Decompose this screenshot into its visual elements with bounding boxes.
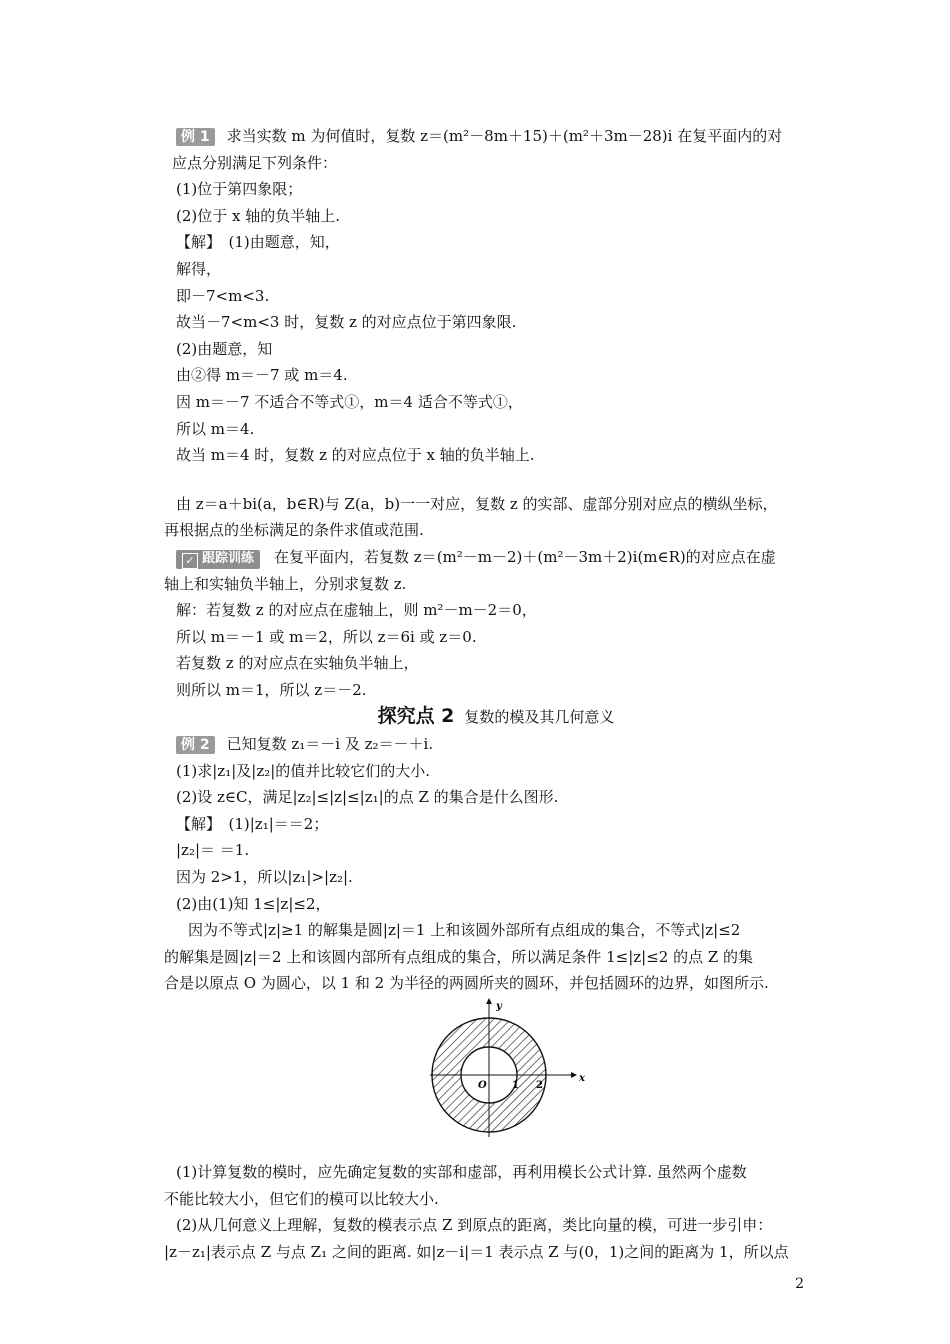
spacer	[176, 1137, 816, 1159]
example2-statement: 例 2 已知复数 z₁＝－i 及 z₂＝－＋i.	[176, 731, 816, 758]
page-number: 2	[795, 1276, 804, 1292]
section-title: 探究点 2	[377, 705, 455, 728]
section-heading	[176, 703, 816, 731]
method-note-1-cont: 再根据点的坐标满足的条件求值或范围.	[164, 521, 424, 540]
followup-badge: ✓ 跟踪训练	[176, 550, 260, 569]
method-note-2: (1)计算复数的模时，应先确定复数的实部和虚部，再利用模长公式计算. 虽然两个虚数	[176, 1163, 747, 1181]
check-icon: ✓	[182, 553, 198, 569]
followup-solution-line: 解：若复数 z 的对应点在虚轴上，则 m²－m－2＝0，	[176, 601, 537, 620]
example1-solution-line: 由②得 m＝－7 或 m＝4.	[176, 366, 348, 385]
page-content	[164, 123, 816, 1265]
origin-label: O	[478, 1080, 487, 1091]
example2-solution-line: 因为 2>1，所以|z₁|>|z₂|.	[176, 868, 353, 887]
example1-condition-1: (1)位于第四象限；	[176, 180, 303, 199]
tick-label-1: 1	[512, 1080, 519, 1091]
example2-paragraph: 合是以原点 O 为圆心，以 1 和 2 为半径的两圆所夹的圆环，并包括圆环的边界，如图所示.	[164, 974, 769, 993]
example1-solution-line: (2)由题意，知	[176, 339, 273, 358]
example2-paragraph: 的解集是圆|z|＝2 上和该圆内部所有点组成的集合，所以满足条件 1≤|z|≤2 的点 Z 的集	[164, 947, 754, 966]
example1-statement-cont: 应点分别满足下列条件：	[172, 153, 338, 172]
example2-paragraph: 因为不等式|z|≥1 的解集是圆|z|＝1 上和该圆外部所有点组成的集合，不等式|z|≤2	[188, 921, 741, 940]
followup-statement: ✓ 跟踪训练 在复平面内，若复数 z＝(m²－m－2)＋(m²－3m＋2)i(m∈R)的对应点在虚	[176, 544, 816, 571]
example2-solution-line: |z₂|＝ ＝1.	[176, 841, 250, 860]
example1-solution-line: 所以 m＝4.	[176, 419, 255, 438]
y-axis-label: y	[496, 1001, 502, 1012]
example2-badge: 例 2	[176, 736, 215, 754]
example1-solution-line: 故当 m＝4 时，复数 z 的对应点位于 x 轴的负半轴上.	[176, 446, 535, 465]
example1-solution-line: 因 m＝－7 不适合不等式①，m＝4 适合不等式①，	[176, 392, 523, 411]
spacer	[176, 469, 816, 491]
example2-question-2: (2)设 z∈C，满足|z₂|≤|z|≤|z₁|的点 Z 的集合是什么图形.	[176, 788, 559, 807]
example1-solution-line: 故当－7<m<3 时，复数 z 的对应点位于第四象限.	[176, 313, 517, 332]
example1-condition-2: (2)位于 x 轴的负半轴上.	[176, 206, 341, 225]
followup-statement-cont: 轴上和实轴负半轴上，分别求复数 z.	[164, 574, 407, 593]
annulus-diagram	[176, 997, 816, 1137]
followup-solution-line: 所以 m＝－1 或 m＝2，所以 z＝6i 或 z＝0.	[176, 627, 477, 646]
followup-solution-line: 若复数 z 的对应点在实轴负半轴上，	[176, 654, 419, 673]
annulus-figure	[176, 997, 816, 1137]
followup-solution-line: 则所以 m＝1，所以 z＝－2.	[176, 680, 367, 699]
method-note-2: (2)从几何意义上理解，复数的模表示点 Z 到原点的距离，类比向量的模，可进一步引申：	[176, 1216, 773, 1235]
method-note-2-cont: |z－z₁|表示点 Z 与点 Z₁ 之间的距离. 如|z－i|＝1 表示点 Z 与(0，1)之间的距离为 1，所以点	[164, 1242, 789, 1261]
example2-solution-line: 【解】 (1)|z₁|＝＝2；	[176, 814, 329, 833]
method-note-2-cont: 不能比较大小，但它们的模可以比较大小.	[164, 1189, 439, 1208]
section-subtitle: 复数的模及其几何意义	[464, 708, 615, 727]
example1-solution-line: 即－7<m<3.	[176, 286, 270, 305]
x-axis-label: x	[579, 1073, 585, 1084]
example1-solution-line: 解得，	[176, 259, 222, 278]
example1-statement: 例 1 求当实数 m 为何值时，复数 z＝(m²－8m＋15)＋(m²＋3m－28)i 在复平面内的对	[176, 123, 816, 150]
example1-badge: 例 1	[176, 128, 215, 146]
tick-label-2: 2	[536, 1080, 543, 1091]
example2-question-1: (1)求|z₁|及|z₂|的值并比较它们的大小.	[176, 761, 431, 780]
example2-solution-line: (2)由(1)知 1≤|z|≤2，	[176, 894, 331, 913]
example1-solution-line: 【解】 (1)由题意，知，	[176, 233, 340, 252]
method-note-1: 由 z＝a＋bi(a，b∈R)与 Z(a，b)一一对应，复数 z 的实部、虚部分别对应点的横纵坐标，	[176, 494, 778, 513]
